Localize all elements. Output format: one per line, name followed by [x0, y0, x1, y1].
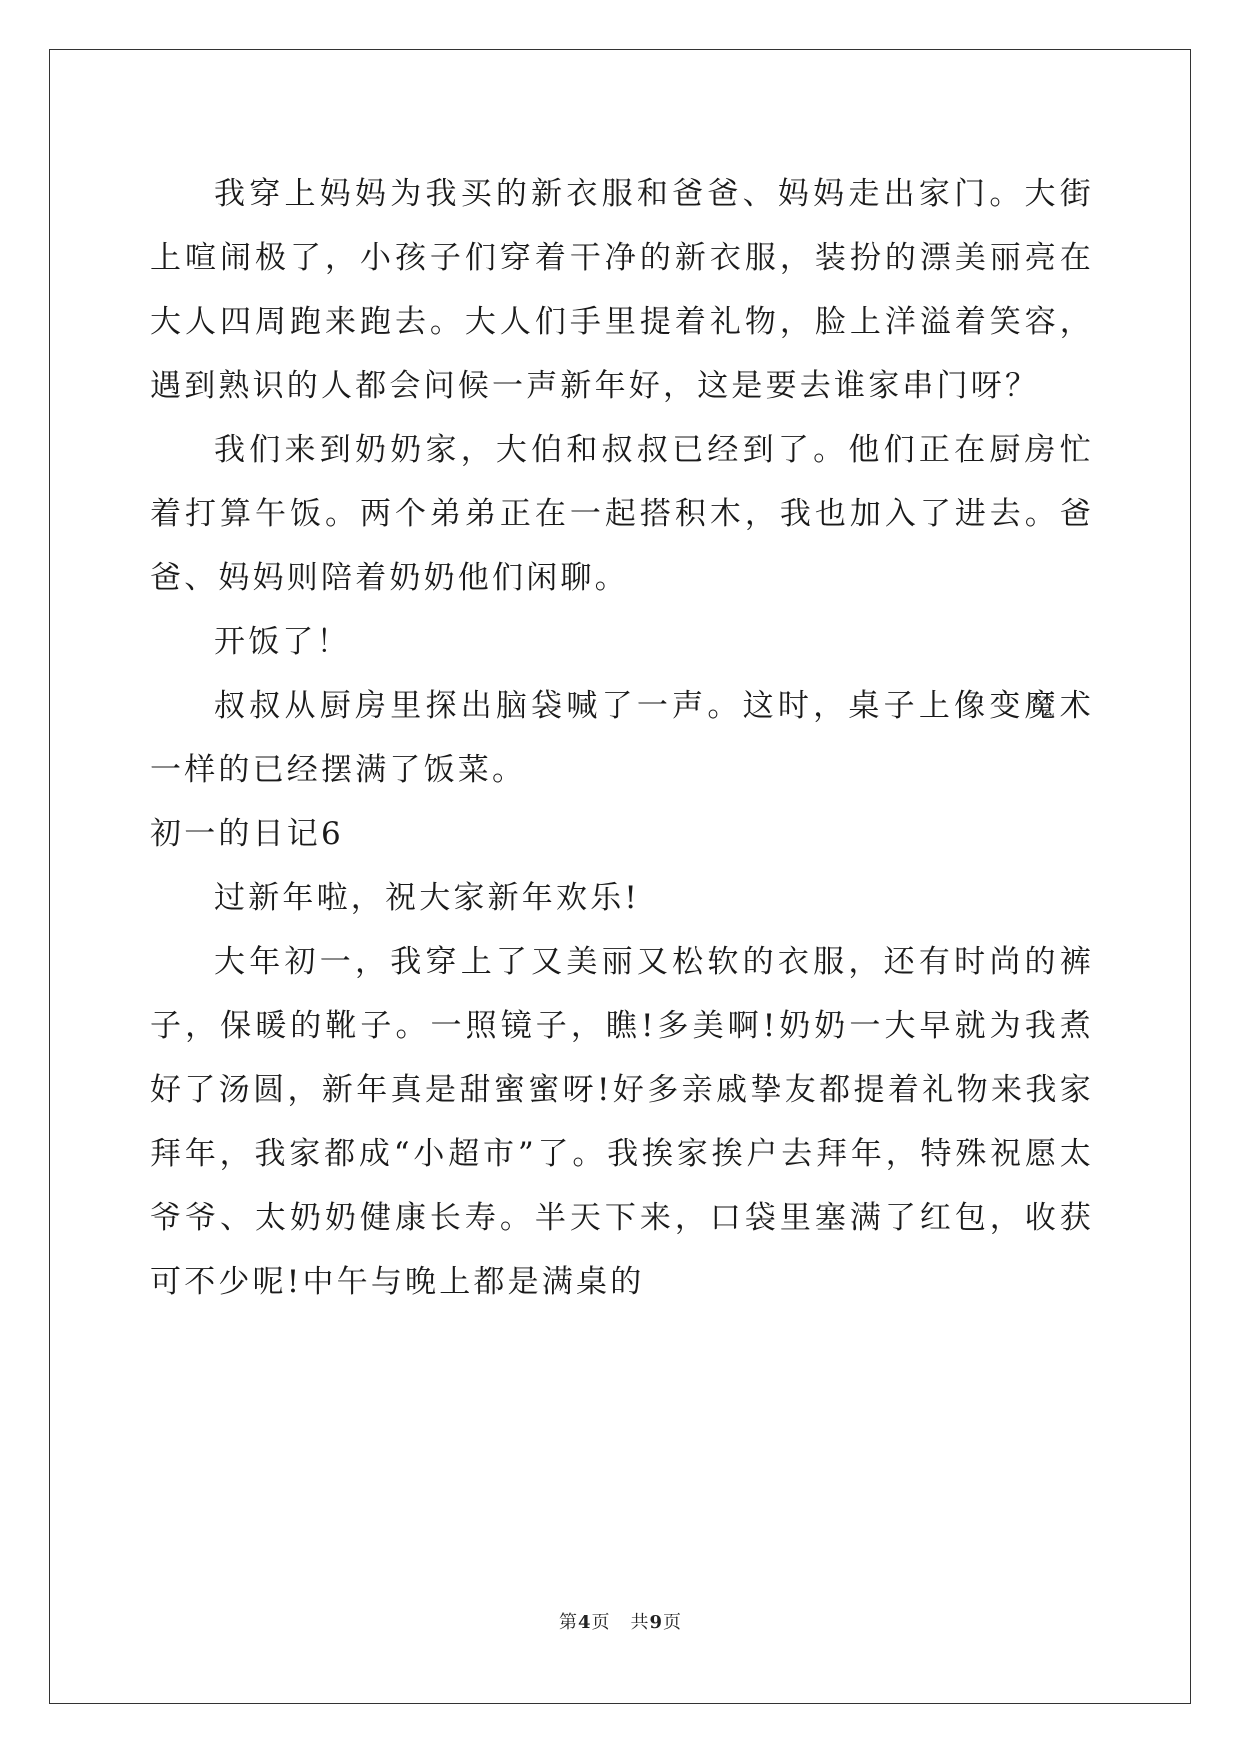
footer-page-suffix: 页 [591, 1612, 611, 1633]
document-body [150, 162, 1094, 1314]
section-heading: 初一的日记6 [150, 816, 344, 852]
paragraph-grandma-house: 我们来到奶奶家，大伯和叔叔已经到了。他们正在厨房忙着打算午饭。两个弟弟正在一起搭积木，我也加入了进去。爸爸、妈妈则陪着奶奶他们闲聊。 [150, 432, 1094, 596]
page-footer [0, 1608, 1241, 1634]
paragraph-going-out: 我穿上妈妈为我买的新衣服和爸爸、妈妈走出家门。大街上喧闹极了，小孩子们穿着干净的新衣服，装扮的漂美丽亮在大人四周跑来跑去。大人们手里提着礼物，脸上洋溢着笑容，遇到熟识的人都会问候一声新年好，这是要去谁家串门呀？ [150, 176, 1094, 404]
footer-prefix: 第 [558, 1612, 578, 1633]
footer-total-pages: 9 [649, 1612, 664, 1633]
paragraph-uncle-call: 叔叔从厨房里探出脑袋喊了一声。这时，桌子上像变魔术一样的已经摆满了饭菜。 [150, 688, 1094, 788]
footer-total-prefix: 共 [630, 1612, 650, 1633]
paragraph-dinner-ready: 开饭了！ [214, 624, 351, 660]
footer-current-page: 4 [577, 1612, 592, 1633]
paragraph-new-year-greeting: 过新年啦，祝大家新年欢乐! [214, 880, 641, 916]
paragraph-new-year-day: 大年初一，我穿上了又美丽又松软的衣服，还有时尚的裤子，保暖的靴子。一照镜子，瞧!多美啊!奶奶一大早就为我煮好了汤圆，新年真是甜蜜蜜呀!好多亲戚挚友都提着礼物来我家拜年，我家都成“小超市”了。我挨家挨户去拜年，特殊祝愿太爷爷、太奶奶健康长寿。半天下来，口袋里塞满了红包，收获可不少呢!中午与晚上都是满桌的 [150, 944, 1094, 1300]
footer-total-suffix: 页 [663, 1612, 683, 1633]
